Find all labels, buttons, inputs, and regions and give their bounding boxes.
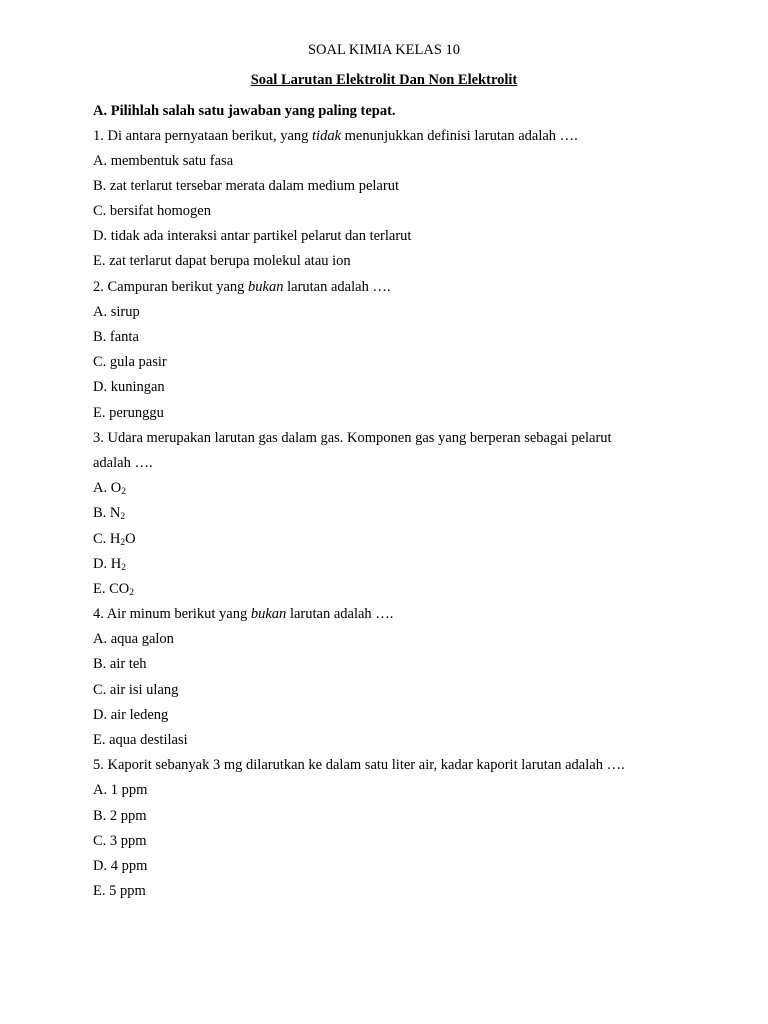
question-5-option-a: A. 1 ppm [93, 782, 148, 799]
question-4-text [93, 605, 693, 630]
question-text: Campuran berikut yang [103, 278, 249, 295]
question-1-option-c: C. bersifat homogen [93, 203, 211, 220]
question-3-option-e: E. $CO_2$ [93, 580, 134, 598]
question-number: 4. [93, 606, 104, 623]
question-2-option-c: C. gula pasir [93, 354, 167, 371]
question-3-text [93, 429, 693, 454]
question-2-option-b: B. fanta [93, 329, 139, 345]
question-4-option-e: E. aqua destilasi [93, 732, 188, 748]
question-text: Air minum berikut yang [103, 606, 251, 623]
question-1-option-d: D. tidak ada interaksi antar partikel pelarut dan terlarut [93, 228, 412, 245]
question-emphasis: bukan [250, 606, 287, 623]
question-text: menunjukkan definisi larutan adalah …. [341, 127, 578, 144]
question-1-option-b: B. zat terlarut tersebar merata dalam medium pelarut [93, 177, 399, 194]
question-3-text-continued: adalah …. [93, 454, 153, 471]
question-4-option-d: D. air ledeng [93, 706, 169, 723]
question-text: Di antara pernyataan berikut, yang [103, 127, 313, 144]
question-5-text [93, 756, 693, 781]
question-text: Kaporit sebanyak 3 mg dilarutkan ke dalam satu liter air, kadar kaporit larutan adalah …. [103, 757, 625, 774]
question-text: larutan adalah …. [286, 606, 394, 623]
question-number: 1. [93, 127, 104, 144]
question-text: Udara merupakan larutan gas dalam gas. Komponen gas yang berperan sebagai pelarut [103, 429, 612, 446]
question-5-option-e: E. 5 ppm [93, 883, 146, 900]
document-title: SOAL KIMIA KELAS 10 [307, 42, 461, 58]
question-number: 5. [93, 757, 104, 774]
question-list [93, 127, 693, 908]
question-emphasis: tidak [312, 127, 342, 144]
question-number: 2. [93, 278, 104, 295]
question-3-option-d: D. $H_2$ [93, 555, 126, 573]
question-5-option-c: C. 3 ppm [93, 832, 147, 849]
question-2-option-a: A. sirup [93, 303, 140, 320]
document-subtitle: Soal Larutan Elektrolit Dan Non Elektrolit [250, 72, 518, 88]
question-emphasis: bukan [248, 278, 284, 295]
question-4-option-c: C. air isi ulang [93, 681, 179, 698]
question-3-option-c: C. $H_2O$ [93, 530, 136, 548]
question-4-option-b: B. air teh [93, 656, 147, 673]
question-3-option-a: A. $O_2$ [93, 480, 126, 498]
question-2-text [93, 278, 693, 303]
question-3-option-b: B. $N_2$ [93, 505, 126, 523]
question-text: larutan adalah …. [283, 278, 391, 295]
question-1-option-a: A. membentuk satu fasa [93, 152, 234, 169]
question-number: 3. [93, 429, 104, 446]
question-2-option-d: D. kuningan [93, 379, 165, 396]
question-5-option-b: B. 2 ppm [93, 807, 147, 824]
question-4-option-a: A. aqua galon [93, 631, 174, 648]
question-2-option-e: E. perunggu [93, 404, 164, 421]
question-1-text [93, 127, 693, 152]
section-heading: A. Pilihlah salah satu jawaban yang paling tepat. [93, 103, 396, 119]
question-1-option-e: E. zat terlarut dapat berupa molekul atau ion [93, 253, 351, 270]
question-5-option-d: D. 4 ppm [93, 857, 148, 874]
